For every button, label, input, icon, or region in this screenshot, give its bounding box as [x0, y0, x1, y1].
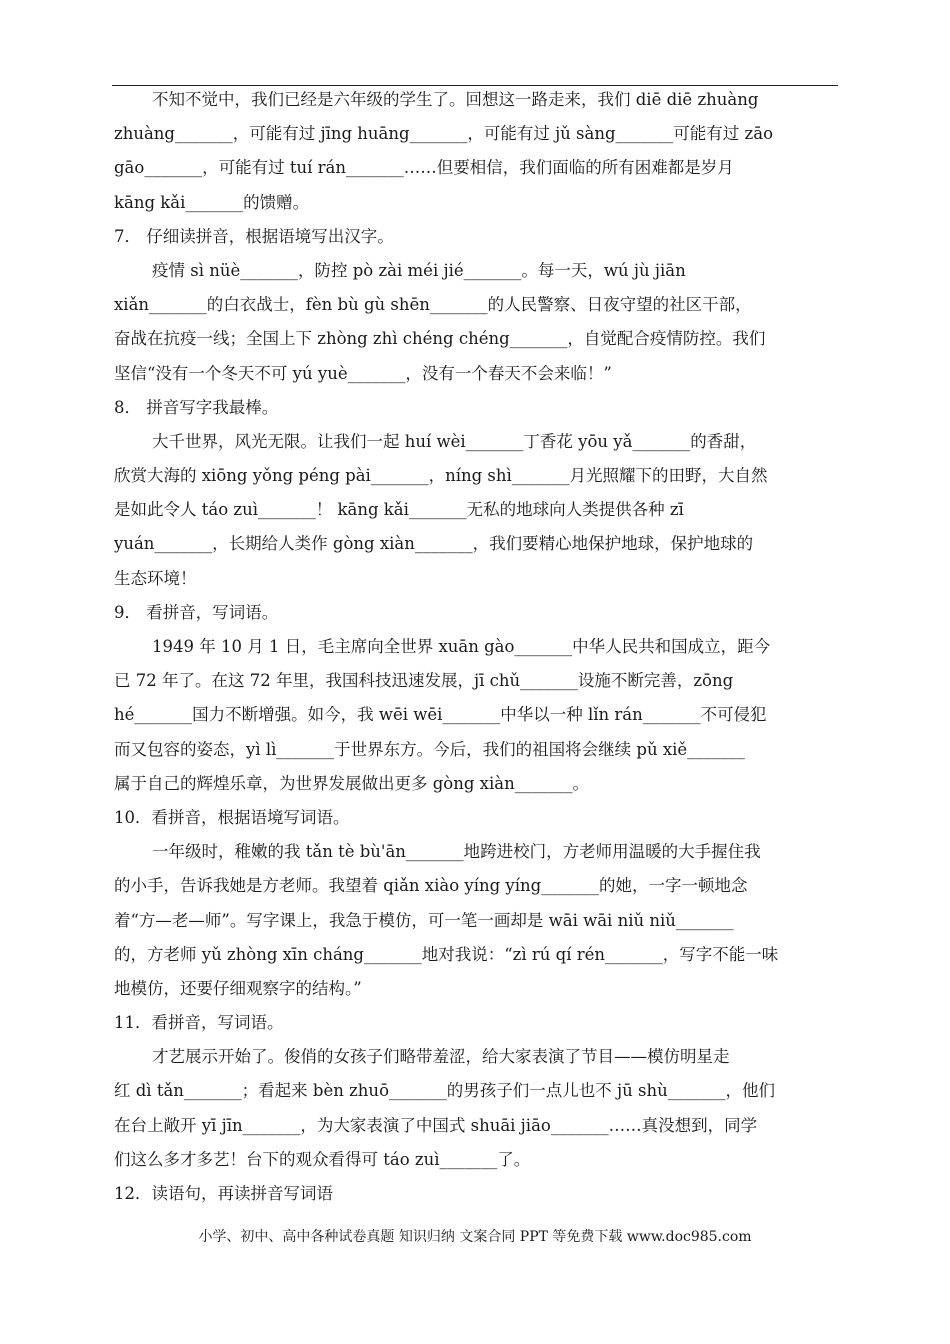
page-footer: 小学、初中、高中各种试卷真题 知识归纳 文案合同 PPT 等免费下载 www.doc985.com: [198, 1229, 752, 1245]
text-line: 的，方老师 yǔ zhòng xīn cháng_______地对我说：“zì rú qí rén_______，写字不能一味: [114, 944, 779, 964]
text-line: 而又包容的姿态，yì lì_______于世界东方。今后，我们的祖国将会继续 pǔ xiě_______: [114, 739, 745, 759]
text-line: 是如此令人 táo zuì_______！ kāng kǎi_______无私的地球向人类提供各种 zī: [114, 500, 684, 520]
text-line: 已 72 年了。在这 72 年里，我国科技迅速发展，jī chǔ_______设施不断完善，zōng: [114, 671, 734, 691]
text-line: xiǎn_______的白衣战士，fèn bù gù shēn_______的人民警察、日夜守望的社区干部，: [114, 295, 752, 315]
text-line: 7． 仔细读拼音，根据语境写出汉字。: [114, 226, 394, 246]
text-line: 11．看拼音，写词语。: [114, 1013, 284, 1033]
text-line: 坚信“没有一个冬天不可 yú yuè_______，没有一个春天不会来临！”: [114, 363, 612, 383]
text-line: 不知不觉中，我们已经是六年级的学生了。回想这一路走来，我们 diē diē zhuàng: [152, 90, 759, 109]
text-line: gāo_______，可能有过 tuí rán_______……但要相信，我们面临的所有困难都是岁月: [114, 158, 734, 178]
text-line: 一年级时，稚嫩的我 tǎn tè bù'ān_______地跨进校门，方老师用温暖的大手握住我: [152, 842, 761, 862]
text-line: 在台上敞开 yī jīn_______，为大家表演了中国式 shuāi jiāo_______……真没想到，同学: [114, 1115, 758, 1135]
text-line: hé_______国力不断增强。如今，我 wēi wēi_______中华以一种 lǐn rán_______不可侵犯: [114, 705, 767, 725]
text-line: 才艺展示开始了。俊俏的女孩子们略带羞涩，给大家表演了节目——模仿明星走: [152, 1047, 730, 1067]
text-line: 大千世界，风光无限。让我们一起 huí wèi_______丁香花 yōu yǎ_______的香甜，: [152, 431, 757, 451]
document-body: [114, 83, 838, 1211]
text-line: 地模仿，还要仔细观察字的结构。”: [114, 978, 362, 998]
text-line: 的小手，告诉我她是方老师。我望着 qiǎn xiào yíng yíng_______的她，一字一顿地念: [114, 876, 748, 896]
text-line: 生态环境！: [114, 568, 197, 588]
text-line: 属于自己的辉煌乐章，为世界发展做出更多 gòng xiàn_______。: [114, 773, 589, 793]
text-line: 们这么多才多艺！台下的观众看得可 táo zuì_______了。: [114, 1149, 531, 1169]
text-line: 9． 看拼音，写词语。: [114, 602, 279, 622]
text-line: 奋战在抗疫一线；全国上下 zhòng zhì chéng chéng_______，自觉配合疫情防控。我们: [114, 329, 766, 349]
text-line: 8． 拼音写字我最棒。: [114, 397, 279, 417]
text-line: 12．读语句，再读拼音写词语: [114, 1184, 333, 1203]
text-line: zhuàng_______，可能有过 jīng huāng_______，可能有过 jǔ sàng_______可能有过 zāo: [114, 124, 774, 144]
text-line: 欣赏大海的 xiōng yǒng péng pài_______，níng shì_______月光照耀下的田野，大自然: [114, 466, 768, 486]
text-line: kāng kǎi_______的馈赠。: [114, 192, 310, 212]
text-line: 红 dì tǎn_______；看起来 bèn zhuō_______的男孩子们一点儿也不 jū shù_______，他们: [114, 1081, 775, 1101]
text-line: 10．看拼音，根据语境写词语。: [114, 807, 350, 827]
text-line: yuán_______，长期给人类作 gòng xiàn_______，我们要精心地保护地球，保护地球的: [114, 534, 754, 554]
text-line: 1949 年 10 月 1 日，毛主席向全世界 xuān gào_______中华人民共和国成立，距今: [152, 637, 771, 656]
text-line: 着“方—老—师”。写字课上，我急于模仿，可一笔一画却是 wāi wāi niǔ niǔ_______: [114, 910, 734, 930]
text-line: 疫情 sì nüè_______，防控 pò zài méi jié_______。每一天，wú jù jiān: [152, 260, 686, 280]
